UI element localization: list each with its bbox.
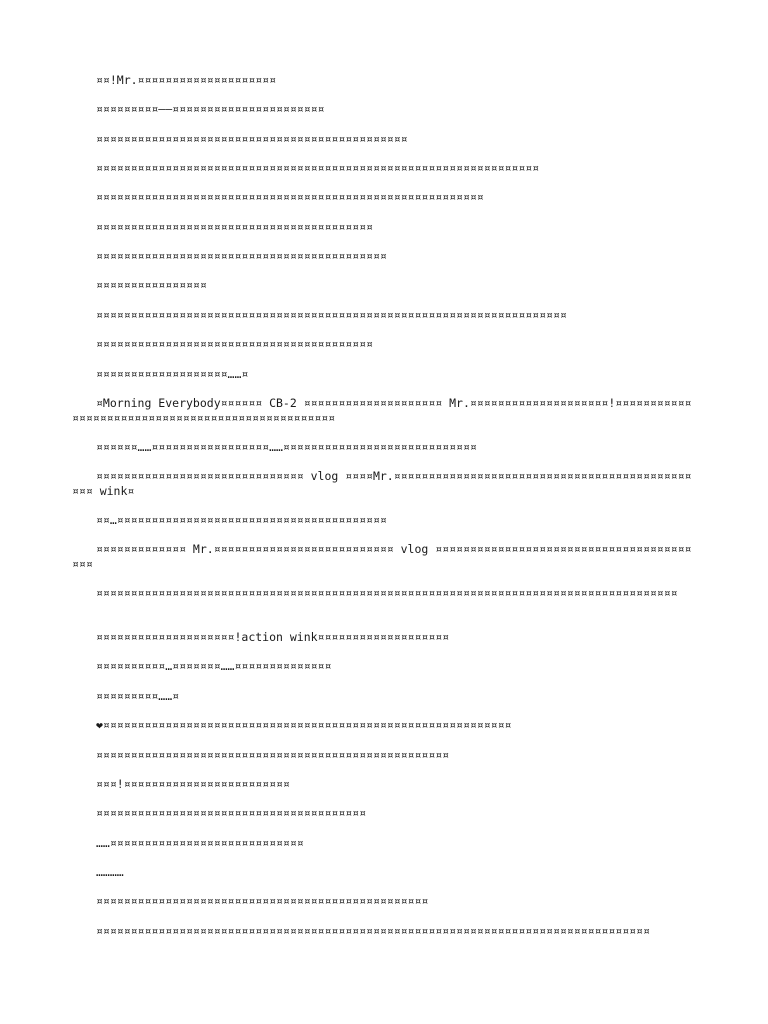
paragraph: ¤¤¤¤¤¤¤¤¤¤¤¤¤¤¤¤¤¤¤¤¤¤¤¤¤¤¤¤¤¤¤¤¤¤¤¤¤¤¤¤¤¤ [96, 249, 387, 263]
paragraph: ¤¤¤¤¤¤……¤¤¤¤¤¤¤¤¤¤¤¤¤¤¤¤¤……¤¤¤¤¤¤¤¤¤¤¤¤¤¤¤¤¤¤¤¤¤¤¤¤¤¤¤¤ [96, 440, 477, 454]
paragraph: ¤¤¤¤¤¤¤¤¤¤¤¤¤¤¤¤¤¤¤¤!action wink¤¤¤¤¤¤¤¤¤¤¤¤¤¤¤¤¤¤¤ [96, 630, 450, 644]
paragraph: ¤¤¤¤¤¤¤¤¤¤¤¤¤¤¤¤¤¤¤¤¤¤¤¤¤¤¤¤¤¤¤¤¤¤¤¤¤¤¤¤¤¤¤¤¤¤¤¤¤¤¤¤¤¤¤¤¤¤¤¤¤¤¤¤¤¤¤¤¤¤¤¤¤¤¤¤¤¤¤¤¤¤¤¤ [96, 586, 678, 600]
paragraph: ¤¤!Mr.¤¤¤¤¤¤¤¤¤¤¤¤¤¤¤¤¤¤¤¤ [96, 73, 277, 87]
paragraph: ¤¤¤¤¤¤¤¤¤¤¤¤¤¤¤¤¤¤¤¤¤¤¤¤¤¤¤¤¤¤¤¤¤¤¤¤¤¤¤¤¤¤¤¤¤¤¤¤¤¤¤¤¤¤¤¤¤¤¤¤¤¤¤¤¤¤¤¤ [96, 308, 567, 322]
paragraph: ¤¤…¤¤¤¤¤¤¤¤¤¤¤¤¤¤¤¤¤¤¤¤¤¤¤¤¤¤¤¤¤¤¤¤¤¤¤¤¤¤¤ [96, 513, 387, 527]
paragraph: ……¤¤¤¤¤¤¤¤¤¤¤¤¤¤¤¤¤¤¤¤¤¤¤¤¤¤¤¤ [96, 836, 304, 850]
paragraph: ¤¤¤¤¤¤¤¤¤¤¤¤¤ Mr.¤¤¤¤¤¤¤¤¤¤¤¤¤¤¤¤¤¤¤¤¤¤¤¤¤¤ vlog ¤¤¤¤¤¤¤¤¤¤¤¤¤¤¤¤¤¤¤¤¤¤¤¤¤¤¤¤¤¤¤¤¤¤¤¤¤¤¤¤ [72, 542, 692, 571]
paragraph: ¤¤¤¤¤¤¤¤¤¤¤¤¤¤¤¤¤¤¤¤¤¤¤¤¤¤¤¤¤¤¤¤¤¤¤¤¤¤¤¤ [96, 337, 373, 351]
paragraph: ❤¤¤¤¤¤¤¤¤¤¤¤¤¤¤¤¤¤¤¤¤¤¤¤¤¤¤¤¤¤¤¤¤¤¤¤¤¤¤¤¤¤¤¤¤¤¤¤¤¤¤¤¤¤¤¤¤¤¤¤ [96, 718, 512, 732]
paragraph: ¤¤¤¤¤¤¤¤¤¤¤¤¤¤¤¤¤¤¤……¤ [96, 367, 249, 381]
paragraph: ¤¤¤¤¤¤¤¤¤——¤¤¤¤¤¤¤¤¤¤¤¤¤¤¤¤¤¤¤¤¤¤ [96, 102, 325, 116]
paragraph: ¤¤¤¤¤¤¤¤¤¤¤¤¤¤¤¤¤¤¤¤¤¤¤¤¤¤¤¤¤¤¤¤¤¤¤¤¤¤¤¤¤¤¤¤¤ [96, 132, 408, 146]
paragraph: ¤¤¤¤¤¤¤¤¤¤¤¤¤¤¤¤¤¤¤¤¤¤¤¤¤¤¤¤¤¤¤¤¤¤¤¤¤¤¤¤ [96, 220, 373, 234]
paragraph: ¤¤¤¤¤¤¤¤¤¤¤¤¤¤¤¤¤¤¤¤¤¤¤¤¤¤¤¤¤¤¤¤¤¤¤¤¤¤¤¤¤¤¤¤¤¤¤¤ [96, 894, 429, 908]
paragraph: ¤¤¤¤¤¤¤¤¤¤¤¤¤¤¤¤¤¤¤¤¤¤¤¤¤¤¤¤¤¤¤¤¤¤¤¤¤¤¤¤¤¤¤¤¤¤¤¤¤¤¤¤¤¤¤¤¤¤¤¤¤¤¤¤¤¤¤¤¤¤¤¤¤¤¤¤¤¤¤¤ [96, 924, 650, 938]
paragraph: ………… [96, 865, 124, 879]
paragraph: ¤¤¤¤¤¤¤¤¤¤…¤¤¤¤¤¤¤……¤¤¤¤¤¤¤¤¤¤¤¤¤¤ [96, 659, 332, 673]
paragraph: ¤¤¤¤¤¤¤¤¤¤¤¤¤¤¤¤¤¤¤¤¤¤¤¤¤¤¤¤¤¤ vlog ¤¤¤¤Mr.¤¤¤¤¤¤¤¤¤¤¤¤¤¤¤¤¤¤¤¤¤¤¤¤¤¤¤¤¤¤¤¤¤¤¤¤¤¤¤¤¤¤¤¤¤¤ wink¤ [72, 469, 692, 498]
paragraph: ¤¤¤¤¤¤¤¤¤¤¤¤¤¤¤¤¤¤¤¤¤¤¤¤¤¤¤¤¤¤¤¤¤¤¤¤¤¤¤¤¤¤¤¤¤¤¤¤¤¤¤¤¤¤¤¤¤¤¤¤¤¤¤¤ [96, 161, 540, 175]
paragraph: ¤¤¤!¤¤¤¤¤¤¤¤¤¤¤¤¤¤¤¤¤¤¤¤¤¤¤¤ [96, 777, 290, 791]
paragraph: ¤¤¤¤¤¤¤¤¤……¤ [96, 689, 180, 703]
paragraph: ¤Morning Everybody¤¤¤¤¤¤ CB-2 ¤¤¤¤¤¤¤¤¤¤¤¤¤¤¤¤¤¤¤¤ Mr.¤¤¤¤¤¤¤¤¤¤¤¤¤¤¤¤¤¤¤¤!¤¤¤¤¤¤¤¤¤¤¤¤¤¤¤¤¤¤¤¤¤¤¤¤¤¤¤¤¤¤¤¤¤¤¤¤¤¤¤¤¤¤¤¤¤¤¤¤¤ [72, 396, 692, 425]
paragraph: ¤¤¤¤¤¤¤¤¤¤¤¤¤¤¤¤¤¤¤¤¤¤¤¤¤¤¤¤¤¤¤¤¤¤¤¤¤¤¤¤¤¤¤¤¤¤¤¤¤¤¤ [96, 748, 450, 762]
paragraph: ¤¤¤¤¤¤¤¤¤¤¤¤¤¤¤¤¤¤¤¤¤¤¤¤¤¤¤¤¤¤¤¤¤¤¤¤¤¤¤ [96, 806, 367, 820]
paragraph: ¤¤¤¤¤¤¤¤¤¤¤¤¤¤¤¤ [96, 278, 207, 292]
paragraph: ¤¤¤¤¤¤¤¤¤¤¤¤¤¤¤¤¤¤¤¤¤¤¤¤¤¤¤¤¤¤¤¤¤¤¤¤¤¤¤¤¤¤¤¤¤¤¤¤¤¤¤¤¤¤¤¤ [96, 190, 484, 204]
